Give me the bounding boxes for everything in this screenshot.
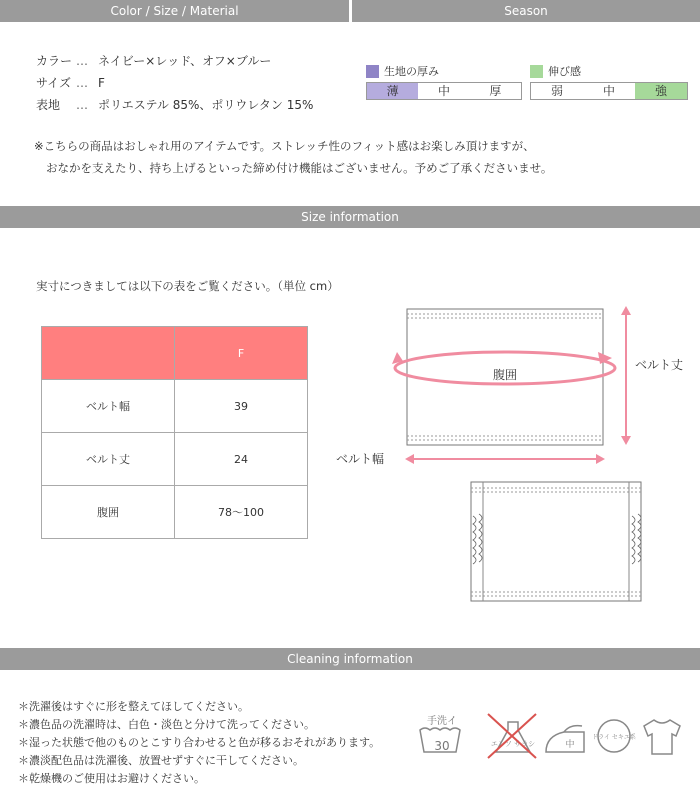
width-label: ベルト幅 [336, 452, 385, 466]
table-row [42, 486, 308, 539]
svg-text:エンソ サラシ: エンソ サラシ [490, 740, 536, 748]
size-table [41, 326, 308, 539]
row-value-belt-length: 24 [175, 433, 308, 486]
fabric-thickness-option-thin: 薄 [367, 83, 418, 99]
notice-line-2: おなかを支えたり、持ち上げるといった締め付け機能はございません。予めご了承くださいませ。 [46, 161, 553, 175]
spec-color [36, 52, 271, 69]
fabric-thickness-text: 生地の厚み [384, 65, 439, 78]
fabric-thickness-label [366, 63, 439, 79]
row-label-waist: 腹囲 [42, 486, 175, 539]
spec-material [36, 96, 313, 113]
row-value-waist: 78～100 [175, 486, 308, 539]
belt-back-outline [471, 482, 641, 601]
spec-size-key: サイズ [36, 76, 72, 90]
spec-separator: … [76, 98, 88, 112]
header-season: Season [352, 0, 700, 22]
size-table-header-blank [42, 327, 175, 380]
spec-color-key: カラー [36, 54, 73, 68]
header-cleaning-information: Cleaning information [0, 648, 700, 670]
fabric-thickness-meter [366, 82, 522, 100]
care-note-4: ＊濃淡配色品は洗濯後、放置せずすぐに干してください。 [18, 754, 304, 767]
spec-material-key: 表地 [36, 98, 61, 112]
stretch-option-medium: 中 [602, 84, 615, 98]
stretch-meter [530, 82, 688, 100]
care-note-1: ＊洗濯後はすぐに形を整えてほしてください。 [18, 700, 249, 713]
table-row [42, 433, 308, 486]
fabric-thickness-swatch [366, 65, 379, 78]
svg-text:手洗イ: 手洗イ [427, 716, 457, 727]
notice-line-1: ※こちらの商品はおしゃれ用のアイテムです。ストレッチ性のフィット感はお楽しみ頂けますが、 [34, 139, 535, 153]
flat-dry-icon [644, 720, 680, 754]
header-color-size-material: Color / Size / Material [0, 0, 349, 22]
table-row [42, 380, 308, 433]
length-arrow-top-icon [621, 306, 631, 315]
stretch-label [530, 63, 581, 79]
spec-material-value: ポリエステル 85%、ポリウレタン 15% [98, 98, 314, 112]
size-table-header [42, 327, 308, 380]
iron-icon [546, 726, 584, 752]
size-table-header-f: F [175, 327, 308, 380]
hand-wash-icon [420, 714, 460, 753]
care-icons [412, 708, 692, 764]
spec-size-value: F [98, 76, 105, 90]
row-label-belt-width: ベルト幅 [42, 380, 175, 433]
length-arrow-bottom-icon [621, 436, 631, 445]
spec-size [36, 74, 105, 91]
no-bleach-icon [488, 714, 536, 758]
stretch-option-weak: 弱 [550, 84, 563, 98]
row-label-belt-length: ベルト丈 [42, 433, 175, 486]
belt-diagram [330, 300, 700, 610]
spec-separator: … [76, 76, 88, 90]
fabric-thickness-option-medium: 中 [437, 84, 450, 98]
stretch-text: 伸び感 [548, 65, 581, 78]
care-note-3: ＊湿った状態で他のものとこすり合わせると色が移るおそれがあります。 [18, 736, 381, 749]
size-note: 実寸につきましては以下の表をご覧ください。（単位 cm） [36, 279, 339, 293]
care-note-2: ＊濃色品の洗濯時は、白色・淡色と分けて洗ってください。 [18, 718, 315, 731]
spec-color-value: ネイビー×レッド、オフ×ブルー [98, 54, 272, 68]
waist-label: 腹囲 [492, 368, 518, 382]
stretch-option-strong: 強 [635, 83, 687, 99]
stretch-swatch [530, 65, 543, 78]
spec-separator: … [76, 54, 88, 68]
width-arrow-left-icon [405, 454, 414, 464]
dry-clean-icon [592, 720, 636, 752]
fabric-thickness-option-thick: 厚 [489, 84, 502, 98]
header-size-information: Size information [0, 206, 700, 228]
care-note-5: ＊乾燥機のご使用はお避けください。 [18, 772, 205, 785]
row-value-belt-width: 39 [175, 380, 308, 433]
width-arrow-right-icon [596, 454, 605, 464]
svg-text:中: 中 [565, 740, 575, 750]
svg-text:30: 30 [434, 739, 450, 753]
svg-text:ドライ セキユ系: ドライ セキユ系 [592, 734, 636, 741]
length-label: ベルト丈 [635, 358, 684, 372]
